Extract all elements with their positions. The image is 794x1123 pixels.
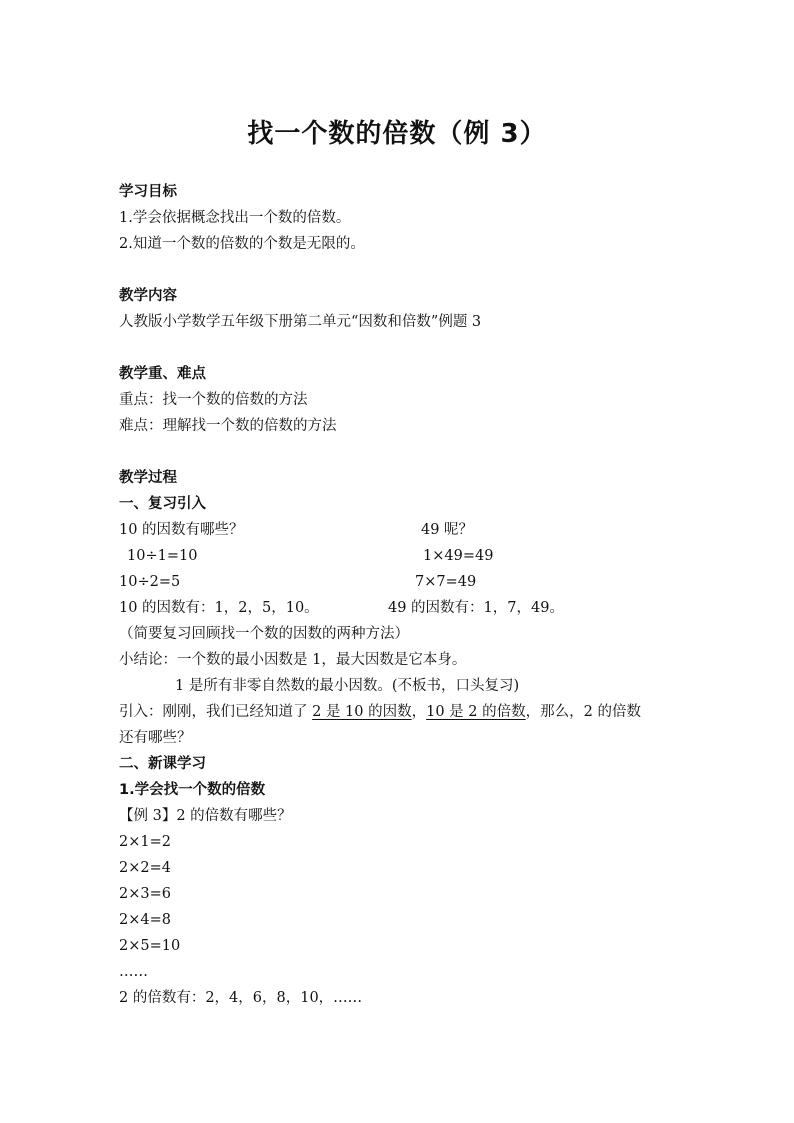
- key-point-focus: 重点：找一个数的倍数的方法: [119, 392, 308, 408]
- intro-underline-1: 2 是 10 的因数: [312, 704, 412, 720]
- summary-line-1: 小结论：一个数的最小因数是 1，最大因数是它本身。: [119, 652, 467, 668]
- equation-line: 2×1=2: [119, 834, 171, 850]
- equation-line: 2×5=10: [119, 938, 181, 954]
- intro-text-a: 引入：刚刚，我们已经知道了: [119, 704, 313, 720]
- example-tag: 【例 3】: [119, 808, 177, 824]
- process-heading: 教学过程: [119, 470, 177, 486]
- review-row1-right: 1×49=49: [423, 548, 494, 564]
- intro-underline-2: 10 是 2 的倍数: [426, 704, 526, 720]
- review-row2-right: 7×7=49: [415, 574, 477, 590]
- section2-heading: 二、新课学习: [119, 756, 206, 772]
- equation-line: 2×4=8: [119, 912, 171, 928]
- equation-line: 2×3=6: [119, 886, 171, 902]
- ellipsis-line: ……: [119, 964, 148, 980]
- key-point-difficulty: 难点：理解找一个数的倍数的方法: [119, 418, 337, 434]
- content-heading: 教学内容: [119, 288, 177, 304]
- intro-text-c: ，那么，2 的倍数: [525, 704, 641, 720]
- review-note: （简要复习回顾找一个数的因数的两种方法）: [119, 626, 409, 642]
- review-row1-left: 10÷1=10: [127, 548, 198, 564]
- review-row2-left: 10÷2=5: [119, 574, 181, 590]
- review-question-left: 10 的因数有哪些？: [119, 522, 244, 538]
- summary-line-2: 1 是所有非零自然数的最小因数。(不板书，口头复习): [175, 678, 520, 694]
- page-title: 找一个数的倍数（例 3）: [247, 119, 547, 149]
- key-points-heading: 教学重、难点: [119, 366, 206, 382]
- example-line: [119, 806, 292, 826]
- intro-continuation: 还有哪些？: [119, 730, 192, 746]
- section1-heading: 一、复习引入: [119, 496, 206, 512]
- objective-item-2: 2.知道一个数的倍数的个数是无限的。: [119, 236, 365, 252]
- equation-line: 2×2=4: [119, 860, 171, 876]
- intro-line: [119, 702, 641, 722]
- intro-text-b: ，: [411, 704, 427, 720]
- section2-subheading: 1.学会找一个数的倍数: [119, 782, 266, 798]
- multiples-result: 2 的倍数有：2，4，6，8，10，……: [119, 990, 363, 1006]
- objective-item-1: 1.学会依据概念找出一个数的倍数。: [119, 210, 351, 226]
- objectives-heading: 学习目标: [119, 184, 177, 200]
- example-question: 2 的倍数有哪些？: [176, 808, 292, 824]
- review-answer-right: 49 的因数有：1，7，49。: [388, 600, 564, 616]
- review-question-right: 49 呢？: [421, 522, 474, 538]
- review-answer-left: 10 的因数有：1，2，5，10。: [119, 600, 319, 616]
- content-text: 人教版小学数学五年级下册第二单元“因数和倍数”例题 3: [119, 314, 482, 330]
